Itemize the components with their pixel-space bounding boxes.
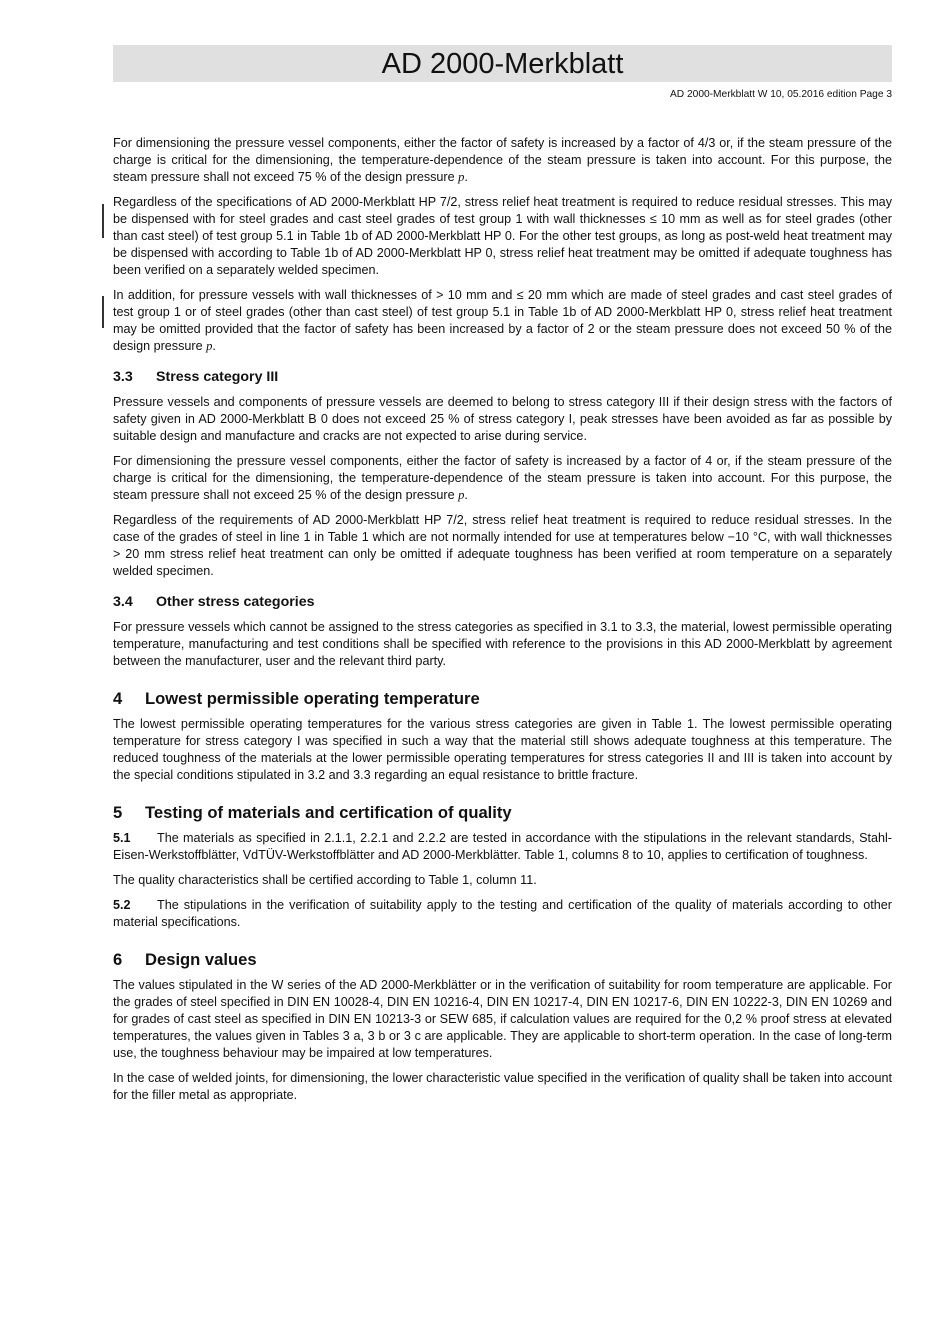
paragraph: Regardless of the requirements of AD 2000-Merkblatt HP 7/2, stress relief heat treatment is required to reduce residual stresses. In the case of the grades of steel in line 1 in Table 1 which are not normally intended for use at temperatures below −10 °C, with wall thicknesses > 20 mm stress relief heat treatment can only be omitted if adequate toughness has been verified at room temperature on a separately welded specimen. bbox=[113, 513, 892, 578]
section-heading-3-4: 3.4 Other stress categories bbox=[113, 594, 315, 610]
page-title-banner bbox=[113, 45, 892, 82]
paragraph: Pressure vessels and components of pressure vessels are deemed to belong to stress category III if their design stress with the factors of safety given in AD 2000-Merkblatt B 0 does not exceed 25 % of stress category I, peak stresses have been avoided as far as possible by suitable design and manufacture and cracks are not expected to arise during service. bbox=[113, 395, 892, 443]
paragraph: The quality characteristics shall be certified according to Table 1, column 11. bbox=[113, 873, 537, 887]
paragraph-5-1: 5.1 The materials as specified in 2.1.1, 2.2.1 and 2.2.2 are tested in accordance with the stipulations in the relevant standards, Stahl-Eisen-Werkstoffblätter, VdTÜV-Werkstoffblätter and AD 2000-Merkblätter. Table 1, columns 8 to 10, applies to certification of toughness. bbox=[113, 831, 892, 862]
paragraph: In addition, for pressure vessels with wall thicknesses of > 10 mm and ≤ 20 mm which are made of steel grades and cast steel grades of test group 1 or of steel grades (other than cast steel) of test group 5.1 in Table 1b of AD 2000-Merkblatt HP 0, stress relief heat treatment may be omitted provided that the factor of safety has been increased by a factor of 2 or the steam pressure does not exceed 50 % of the design pressure p. bbox=[113, 288, 892, 353]
running-head: AD 2000-Merkblatt W 10, 05.2016 edition Page 3 bbox=[670, 89, 892, 100]
paragraph: For dimensioning the pressure vessel components, either the factor of safety is increased by a factor of 4 or, if the steam pressure of the charge is critical for the dimensioning, the temperature-dependence of the steam pressure is taken into account. For this purpose, the steam pressure shall not exceed 25 % of the design pressure p. bbox=[113, 454, 892, 502]
section-heading-3-3: 3.3 Stress category III bbox=[113, 369, 279, 385]
page-title: AD 2000-Merkblatt bbox=[381, 48, 624, 80]
document-page bbox=[113, 45, 892, 1104]
symbol-p: p bbox=[206, 339, 213, 353]
paragraph: For pressure vessels which cannot be assigned to the stress categories as specified in 3.1 to 3.3, the material, lowest permissible operating temperature, manufacturing and test conditions shall be specified with reference to the provisions in this AD 2000-Merkblatt by agreement between the manufacturer, user and the relevant third party. bbox=[113, 620, 892, 668]
paragraph: The values stipulated in the W series of the AD 2000-Merkblätter or in the verification of suitability for room temperature are applicable. For the grades of steel specified in DIN EN 10028-4, DIN EN 10216-4, DIN EN 10217-4, DIN EN 10217-6, DIN EN 10222-3, DIN EN 10269 and for grades of cast steel as specified in DIN EN 10213-3 or SEW 685, if calculation values are required for the 0,2 % proof stress at elevated temperatures, the values given in Tables 3 a, 3 b or 3 c are applicable. They are applicable to short-term operation. In the case of long-term use, the toughness behaviour may be impaired at low temperatures. bbox=[113, 978, 892, 1060]
paragraph: For dimensioning the pressure vessel components, either the factor of safety is increased by a factor of 4/3 or, if the steam pressure of the charge is critical for the dimensioning, the temperature-dependence of the steam pressure is taken into account. For this purpose, the steam pressure shall not exceed 75 % of the design pressure p. bbox=[113, 136, 892, 184]
paragraph: Regardless of the specifications of AD 2000-Merkblatt HP 7/2, stress relief heat treatment is required to reduce residual stresses. This may be dispensed with for steel grades and cast steel grades of test group 1 with wall thicknesses ≤ 10 mm as well as for steel grades (other than cast steel) of test group 5.1 in Table 1b of AD 2000-Merkblatt HP 0. For the other test groups, as long as post-weld heat treatment may be dispensed with according to Table 1b of AD 2000-Merkblatt HP 0, stress relief heat treatment may be omitted if adequate toughness has been verified on a separately welded specimen. bbox=[113, 195, 892, 277]
change-bar bbox=[102, 296, 104, 328]
section-heading-6: 6 Design values bbox=[113, 950, 257, 969]
paragraph: In the case of welded joints, for dimensioning, the lower characteristic value specified in the verification of quality shall be taken into account for the filler metal as appropriate. bbox=[113, 1071, 892, 1102]
section-heading-5: 5 Testing of materials and certification of quality bbox=[113, 803, 512, 822]
change-bar bbox=[102, 204, 104, 238]
paragraph-5-2: 5.2 The stipulations in the verification of suitability apply to the testing and certification of the quality of materials according to other material specifications. bbox=[113, 898, 892, 929]
symbol-p: p bbox=[458, 170, 465, 184]
paragraph: The lowest permissible operating temperatures for the various stress categories are given in Table 1. The lowest permissible operating temperature for stress category I was specified in such a way that the material still shows adequate toughness at this temperature. The reduced toughness of the materials at the lower permissible operating temperatures for stress categories II and III is taken into account by the special conditions stipulated in 3.2 and 3.3 regarding an equal resistance to brittle fracture. bbox=[113, 717, 892, 782]
symbol-p: p bbox=[458, 488, 465, 502]
section-heading-4: 4 Lowest permissible operating temperature bbox=[113, 689, 480, 708]
